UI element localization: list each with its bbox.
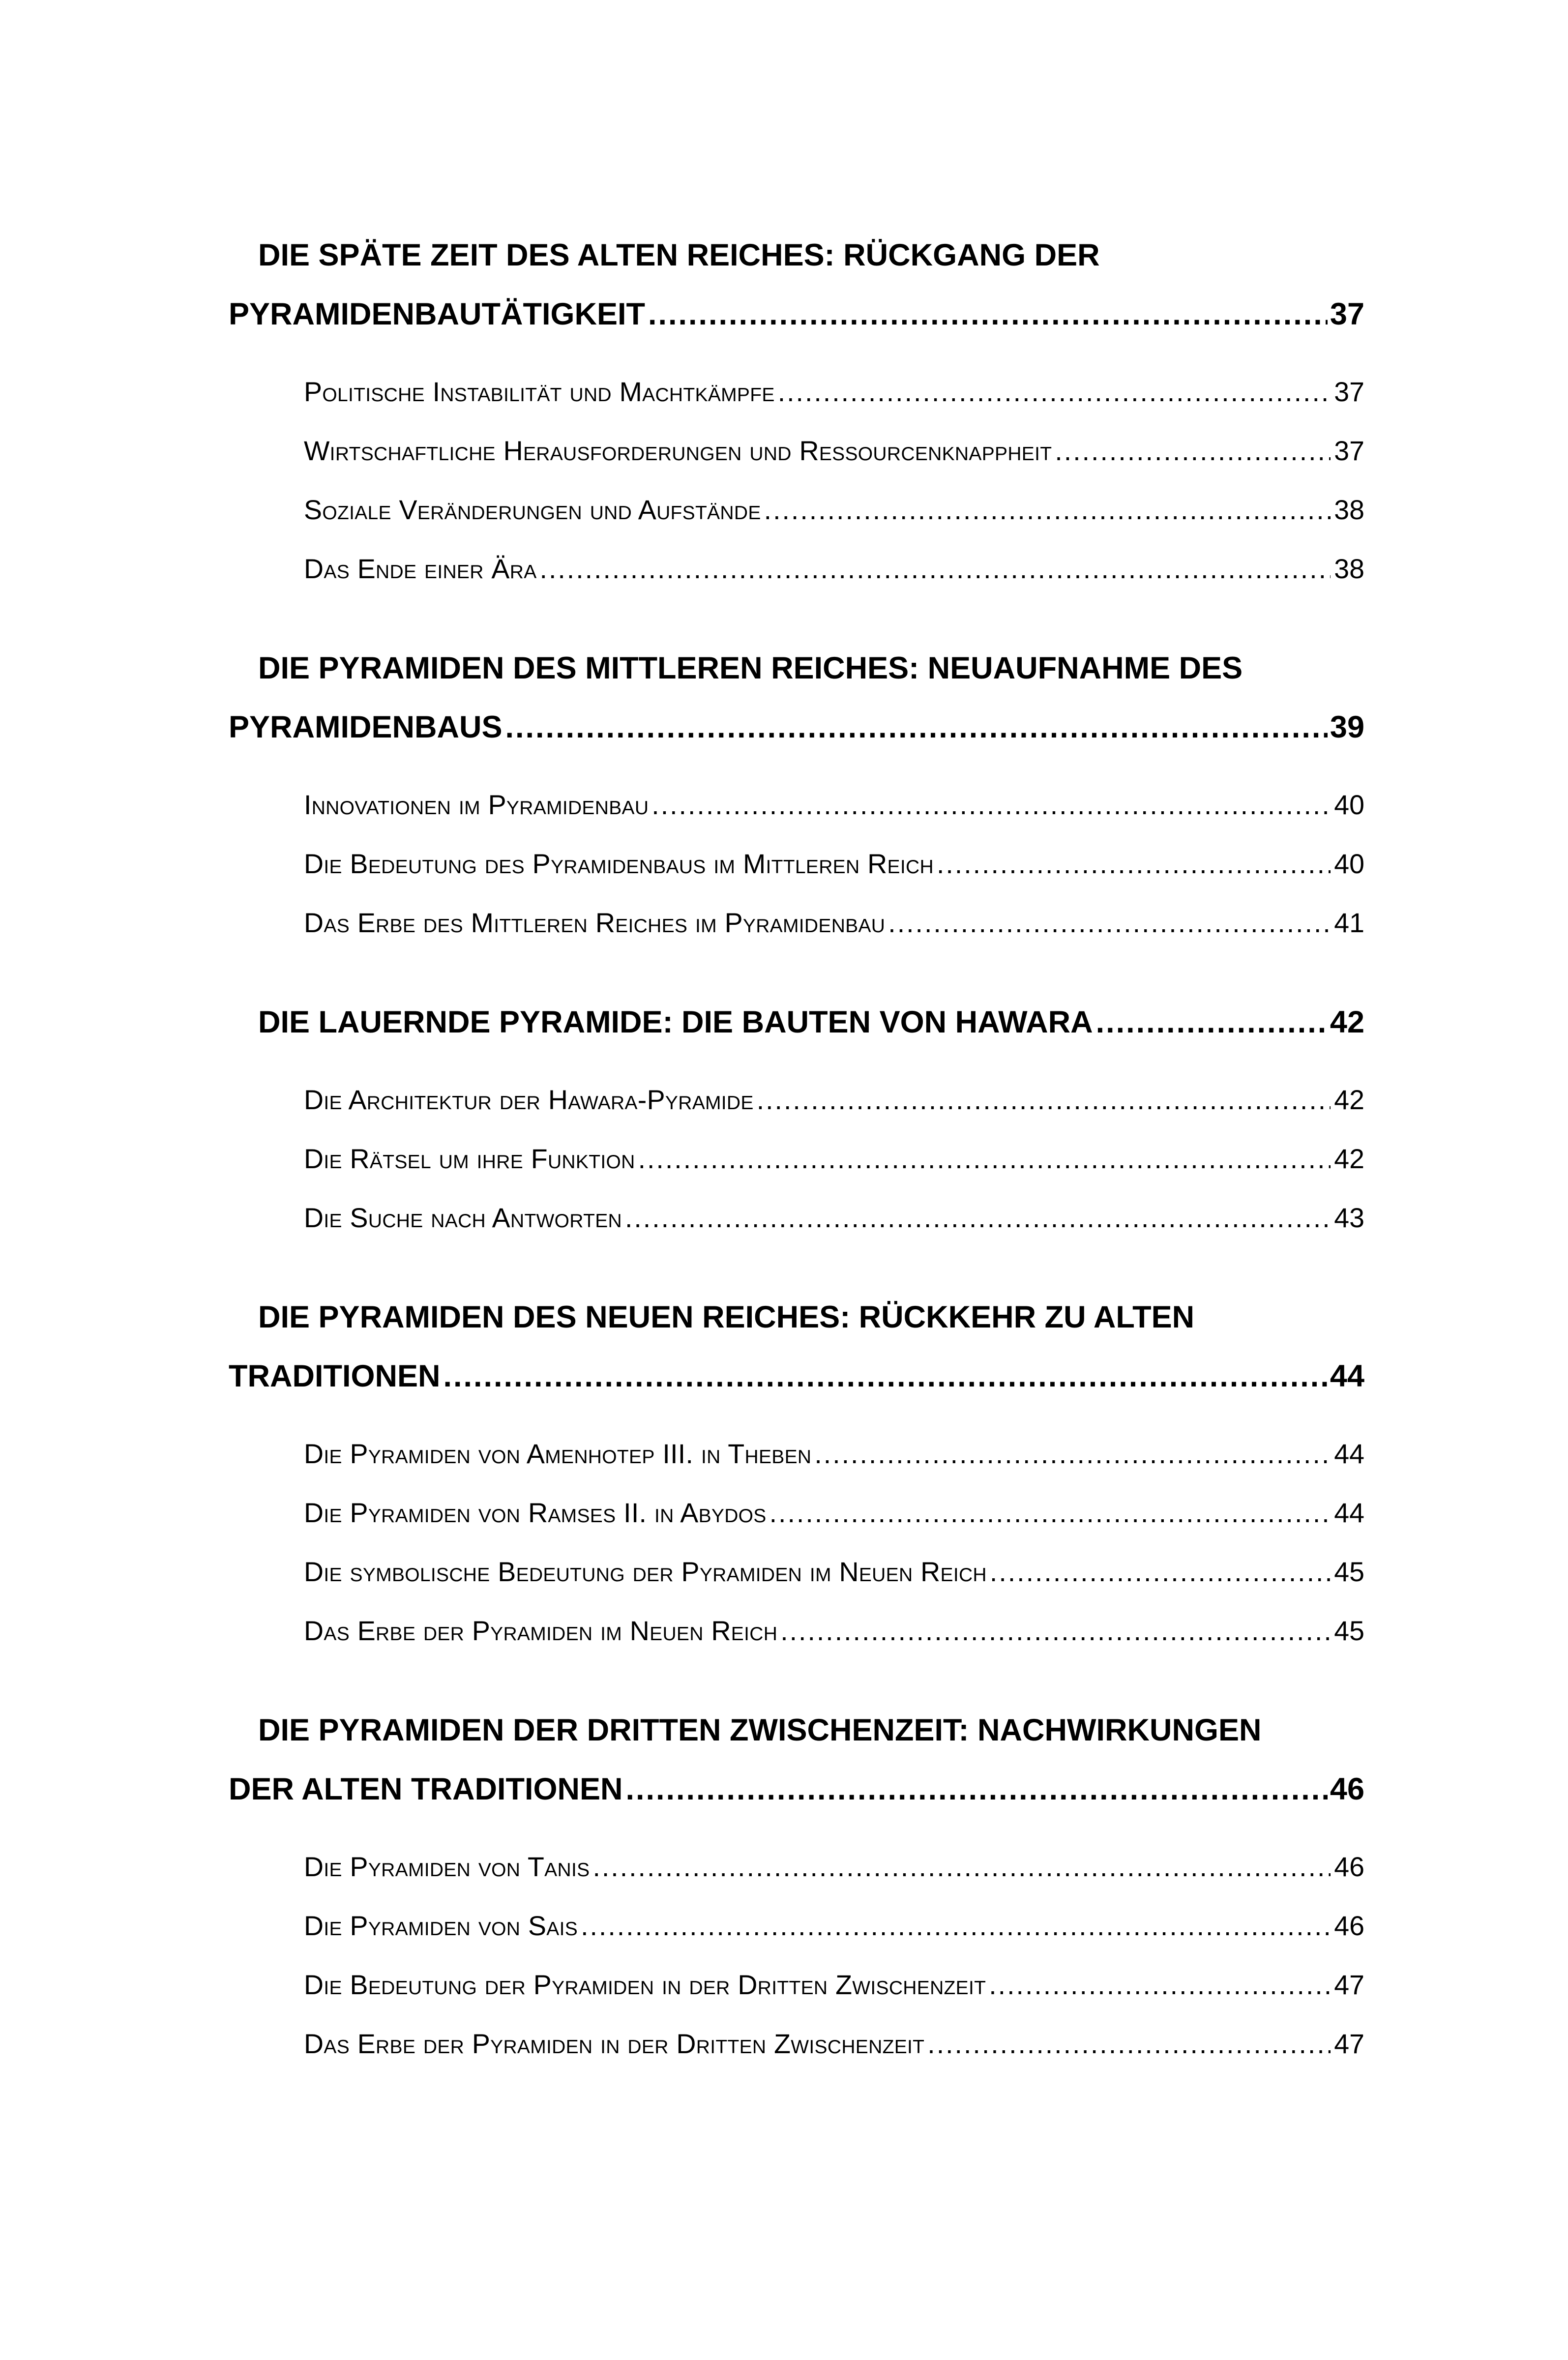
entry-page-number: 44 — [1334, 1497, 1364, 1528]
entry-title: Wirtschaftliche Herausforderungen und Ressourcenknappheit — [304, 435, 1052, 466]
entry-page-number: 37 — [1334, 376, 1364, 407]
entry-title: Das Erbe der Pyramiden in der Dritten Zwischenzeit — [304, 2028, 925, 2059]
chapter-heading[interactable] — [229, 1289, 1364, 1407]
entry-page-number: 41 — [1334, 907, 1364, 938]
chapter-title-line1: DIE PYRAMIDEN DER DRITTEN ZWISCHENZEIT: NACHWIRKUNGEN — [258, 1714, 1262, 1748]
toc-entry[interactable] — [304, 1602, 1364, 1661]
dot-leader — [989, 1956, 1331, 2015]
entry-title: Die Pyramiden von Tanis — [304, 1851, 590, 1882]
chapter-title-row — [229, 699, 1364, 758]
dot-leader — [927, 2015, 1331, 2074]
entry-page-number: 42 — [1334, 1084, 1364, 1115]
chapter-heading[interactable] — [229, 227, 1364, 345]
toc-entry[interactable] — [304, 1956, 1364, 2015]
entry-title: Das Ende einer Ära — [304, 553, 537, 584]
entry-page-number: 45 — [1334, 1615, 1364, 1646]
toc-chapter — [229, 640, 1364, 953]
toc-entry[interactable] — [304, 1484, 1364, 1543]
dot-leader — [814, 1425, 1331, 1484]
entry-title: Innovationen im Pyramidenbau — [304, 789, 649, 820]
entry-title: Das Erbe der Pyramiden im Neuen Reich — [304, 1615, 778, 1646]
dot-leader — [888, 894, 1331, 953]
toc-entry[interactable] — [304, 1425, 1364, 1484]
toc-entry[interactable] — [304, 481, 1364, 540]
dot-leader — [780, 1602, 1331, 1661]
entry-page-number: 45 — [1334, 1556, 1364, 1587]
entry-title: Die Pyramiden von Amenhotep III. in Theben — [304, 1438, 812, 1469]
chapter-title-row — [229, 1761, 1364, 1820]
chapter-title: DIE LAUERNDE PYRAMIDE: DIE BAUTEN VON HAWARA — [258, 1006, 1093, 1040]
entry-page-number: 40 — [1334, 789, 1364, 820]
chapter-title-line2: PYRAMIDENBAUTÄTIGKEIT — [229, 298, 646, 332]
entry-page-number: 46 — [1334, 1851, 1364, 1882]
entry-title: Die Architektur der Hawara-Pyramide — [304, 1084, 754, 1115]
dot-leader — [444, 1348, 1327, 1407]
chapter-title-line2: TRADITIONEN — [229, 1360, 441, 1394]
toc-chapter — [229, 1289, 1364, 1661]
entry-page-number: 44 — [1334, 1438, 1364, 1469]
toc-entry[interactable] — [304, 1189, 1364, 1248]
entry-title: Politische Instabilität und Machtkämpfe — [304, 376, 775, 407]
entry-page-number: 47 — [1334, 2028, 1364, 2059]
dot-leader — [581, 1897, 1331, 1956]
dot-leader — [937, 835, 1331, 894]
chapter-title-row — [229, 1348, 1364, 1407]
toc-chapter — [229, 1702, 1364, 2074]
toc-entry[interactable] — [304, 1838, 1364, 1897]
toc-entry[interactable] — [304, 540, 1364, 599]
entry-title: Die Suche nach Antworten — [304, 1202, 622, 1233]
toc-entry[interactable] — [304, 894, 1364, 953]
entry-page-number: 40 — [1334, 848, 1364, 879]
subsection-list — [229, 1838, 1364, 2074]
toc-chapter — [229, 227, 1364, 599]
entry-title: Die Bedeutung des Pyramidenbaus im Mittleren Reich — [304, 848, 934, 879]
entry-title: Die Pyramiden von Ramses II. in Abydos — [304, 1497, 767, 1528]
chapter-heading[interactable] — [229, 1702, 1364, 1820]
toc-entry[interactable] — [304, 1130, 1364, 1189]
toc-entry[interactable] — [304, 1071, 1364, 1130]
dot-leader — [1096, 994, 1327, 1053]
chapter-title-line1: DIE SPÄTE ZEIT DES ALTEN REICHES: RÜCKGANG DER — [258, 239, 1100, 273]
chapter-title-line2: PYRAMIDENBAUS — [229, 711, 503, 745]
dot-leader — [648, 286, 1327, 345]
chapter-page-number: 42 — [1330, 1006, 1364, 1040]
dot-leader — [757, 1071, 1331, 1130]
entry-title: Das Erbe des Mittleren Reiches im Pyramidenbau — [304, 907, 886, 938]
dot-leader — [625, 1189, 1331, 1248]
entry-page-number: 47 — [1334, 1969, 1364, 2000]
chapter-page-number: 44 — [1330, 1360, 1364, 1394]
toc-entry[interactable] — [304, 835, 1364, 894]
dot-leader — [540, 540, 1331, 599]
toc-entry[interactable] — [304, 363, 1364, 422]
chapter-title-line2: DER ALTEN TRADITIONEN — [229, 1773, 623, 1807]
entry-title: Soziale Veränderungen und Aufstände — [304, 494, 761, 525]
entry-page-number: 42 — [1334, 1143, 1364, 1174]
chapter-page-number: 39 — [1330, 711, 1364, 745]
chapter-page-number: 37 — [1330, 298, 1364, 332]
subsection-list — [229, 776, 1364, 953]
dot-leader — [592, 1838, 1331, 1897]
dot-leader — [625, 1761, 1327, 1820]
entry-title: Die Rätsel um ihre Funktion — [304, 1143, 635, 1174]
entry-page-number: 38 — [1334, 553, 1364, 584]
toc-entry[interactable] — [304, 776, 1364, 835]
entry-title: Die Bedeutung der Pyramiden in der Dritten Zwischenzeit — [304, 1969, 986, 2000]
dot-leader — [1055, 422, 1331, 481]
toc-entry[interactable] — [304, 1897, 1364, 1956]
dot-leader — [651, 776, 1331, 835]
dot-leader — [769, 1484, 1331, 1543]
toc-entry[interactable] — [304, 1543, 1364, 1602]
entry-title: Die symbolische Bedeutung der Pyramiden im Neuen Reich — [304, 1556, 987, 1587]
chapter-heading[interactable] — [229, 640, 1364, 758]
subsection-list — [229, 1071, 1364, 1248]
chapter-heading[interactable] — [229, 994, 1364, 1053]
dot-leader — [990, 1543, 1331, 1602]
dot-leader — [505, 699, 1327, 758]
subsection-list — [229, 363, 1364, 599]
dot-leader — [778, 363, 1331, 422]
table-of-contents — [229, 227, 1364, 2115]
entry-page-number: 37 — [1334, 435, 1364, 466]
toc-chapter — [229, 994, 1364, 1248]
chapter-title-line1: DIE PYRAMIDEN DES NEUEN REICHES: RÜCKKEHR ZU ALTEN — [258, 1301, 1195, 1335]
entry-title: Die Pyramiden von Sais — [304, 1910, 578, 1941]
toc-entry[interactable] — [304, 2015, 1364, 2074]
chapter-title-line1: DIE PYRAMIDEN DES MITTLEREN REICHES: NEUAUFNAHME DES — [258, 652, 1243, 686]
dot-leader — [764, 481, 1331, 540]
subsection-list — [229, 1425, 1364, 1661]
dot-leader — [638, 1130, 1331, 1189]
chapter-page-number: 46 — [1330, 1773, 1364, 1807]
entry-page-number: 43 — [1334, 1202, 1364, 1233]
entry-page-number: 46 — [1334, 1910, 1364, 1941]
entry-page-number: 38 — [1334, 494, 1364, 525]
toc-entry[interactable] — [304, 422, 1364, 481]
chapter-title-row — [229, 286, 1364, 345]
